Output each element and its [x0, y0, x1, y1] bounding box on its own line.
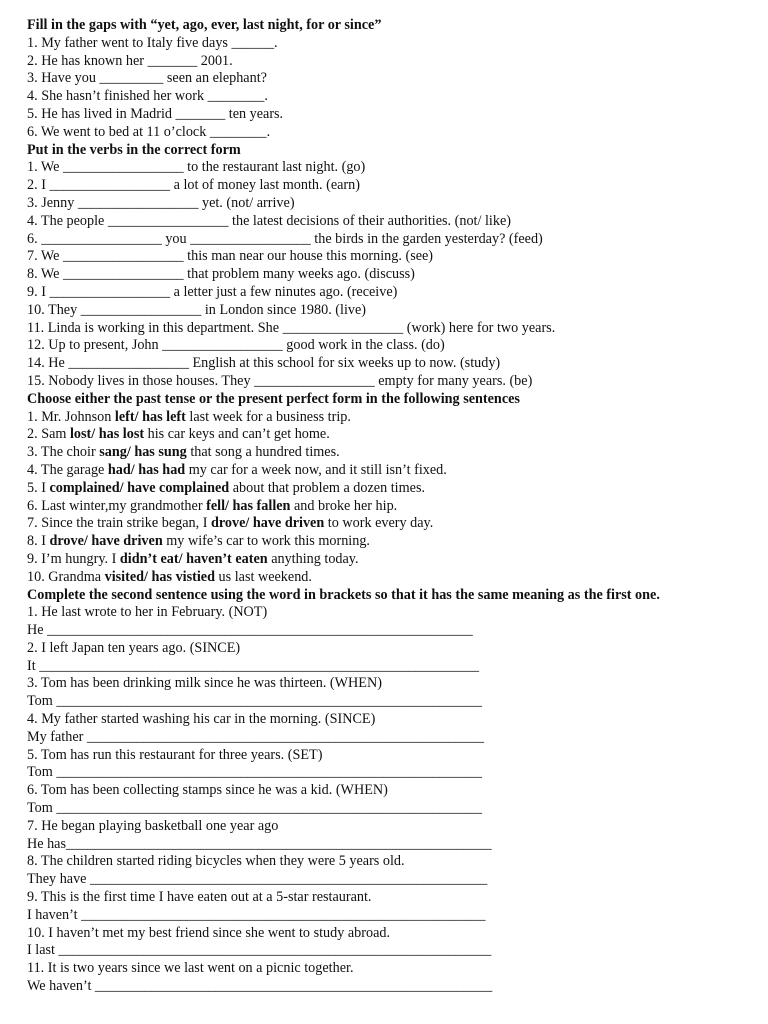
section2-heading: Put in the verbs in the correct form: [27, 141, 241, 158]
rewrite-answer-line: They have ________________________________________________________: [27, 871, 488, 888]
tense-item: 2. Sam lost/ has lost his car keys and can’t get home.: [27, 426, 330, 443]
section1-heading: Fill in the gaps with “yet, ago, ever, last night, for or since”: [27, 17, 382, 33]
verb-item: 1. We _________________ to the restaurant last night. (go): [27, 159, 366, 176]
tense-item: 7. Since the train strike began, I drove/ have driven to work every day.: [27, 515, 434, 532]
rewrite-answer-line: My father ________________________________________________________: [27, 728, 485, 745]
gap-item: 6. We went to bed at 11 o’clock ________.: [27, 123, 271, 140]
rewrite-answer-line: He ____________________________________________________________: [27, 622, 473, 639]
verb-item: 9. I _________________ a letter just a few ninutes ago. (receive): [27, 283, 398, 300]
rewrite-question: 10. I haven’t met my best friend since she went to study abroad.: [27, 924, 391, 941]
rewrite-question: 1. He last wrote to her in February. (NOT): [27, 604, 268, 621]
verb-item: 15. Nobody lives in those houses. They _________________ empty for many years. (be): [27, 372, 533, 389]
rewrite-answer-line: We haven’t ________________________________________________________: [27, 978, 493, 995]
tense-choice: drove/ have driven: [49, 533, 163, 550]
rewrite-question: 9. This is the first time I have eaten out at a 5-star restaurant.: [27, 889, 372, 906]
rewrite-question: 6. Tom has been collecting stamps since he was a kid. (WHEN): [27, 782, 388, 799]
tense-choice: sang/ has sung: [99, 444, 187, 461]
rewrite-question: 3. Tom has been drinking milk since he was thirteen. (WHEN): [27, 675, 382, 692]
rewrite-answer-line: It ______________________________________________________________: [27, 657, 480, 674]
verb-item: 6. _________________ you _________________ the birds in the garden yesterday? (feed): [27, 230, 543, 247]
tense-choice: fell/ has fallen: [206, 497, 291, 514]
tense-choice: visited/ has vistied: [104, 568, 215, 585]
rewrite-question: 7. He began playing basketball one year ago: [27, 817, 279, 834]
tense-item: 6. Last winter,my grandmother fell/ has fallen and broke her hip.: [27, 497, 398, 514]
tense-item: 4. The garage had/ has had my car for a week now, and it still isn’t fixed.: [27, 461, 447, 478]
tense-choice: lost/ has lost: [69, 426, 145, 443]
tense-choice: had/ has had: [107, 461, 186, 478]
tense-item: 10. Grandma visited/ has vistied us last weekend.: [27, 568, 312, 585]
verb-item: 12. Up to present, John _________________ good work in the class. (do): [27, 337, 445, 354]
tense-item: 5. I complained/ have complained about that problem a dozen times.: [27, 479, 426, 496]
rewrite-question: 8. The children started riding bicycles when they were 5 years old.: [27, 853, 405, 870]
tense-item: 8. I drove/ have driven my wife’s car to work this morning.: [27, 533, 370, 550]
tense-item: 9. I’m hungry. I didn’t eat/ haven’t eaten anything today.: [27, 550, 359, 567]
rewrite-question: 11. It is two years since we last went on a picnic together.: [27, 960, 354, 977]
tense-choice: complained/ have complained: [49, 479, 230, 496]
gap-item: 2. He has known her _______ 2001.: [27, 52, 233, 69]
gap-item: 1. My father went to Italy five days ______.: [27, 34, 278, 51]
rewrite-question: 5. Tom has run this restaurant for three years. (SET): [27, 746, 323, 763]
verb-item: 7. We _________________ this man near our house this morning. (see): [27, 248, 434, 265]
gap-item: 5. He has lived in Madrid _______ ten years.: [27, 105, 284, 122]
rewrite-answer-line: I last _____________________________________________________________: [27, 942, 492, 959]
verb-item: 3. Jenny _________________ yet. (not/ arrive): [27, 194, 295, 211]
rewrite-answer-line: I haven’t _________________________________________________________: [27, 906, 486, 923]
section3-heading: Choose either the past tense or the present perfect form in the following sentences: [27, 390, 520, 407]
tense-choice: didn’t eat/ haven’t eaten: [119, 550, 268, 567]
gap-item: 3. Have you _________ seen an elephant?: [27, 70, 267, 87]
verb-item: 2. I _________________ a lot of money last month. (earn): [27, 177, 360, 194]
tense-choice: left/ has left: [114, 408, 186, 425]
verb-item: 14. He _________________ English at this school for six weeks up to now. (study): [27, 355, 501, 372]
section4-heading: Complete the second sentence using the word in brackets so that it has the same meaning as the first one.: [27, 586, 660, 603]
rewrite-answer-line: He has____________________________________________________________: [27, 835, 492, 852]
tense-item: 1. Mr. Johnson left/ has left last week for a business trip.: [27, 408, 351, 425]
rewrite-answer-line: Tom ____________________________________________________________: [27, 693, 482, 710]
verb-item: 11. Linda is working in this department. She _________________ (work) here for two years.: [27, 319, 556, 336]
tense-choice: drove/ have driven: [211, 515, 325, 532]
gap-item: 4. She hasn’t finished her work ________.: [27, 88, 268, 105]
verb-item: 10. They _________________ in London since 1980. (live): [27, 301, 367, 318]
rewrite-question: 2. I left Japan ten years ago. (SINCE): [27, 639, 241, 656]
tense-item: 3. The choir sang/ has sung that song a hundred times.: [27, 444, 340, 461]
rewrite-answer-line: Tom ____________________________________________________________: [27, 764, 482, 781]
verb-item: 8. We _________________ that problem many weeks ago. (discuss): [27, 266, 415, 283]
rewrite-answer-line: Tom ____________________________________________________________: [27, 800, 482, 817]
worksheet: [27, 17, 757, 996]
verb-item: 4. The people _________________ the latest decisions of their authorities. (not/ like): [27, 212, 511, 229]
rewrite-question: 4. My father started washing his car in the morning. (SINCE): [27, 711, 376, 728]
